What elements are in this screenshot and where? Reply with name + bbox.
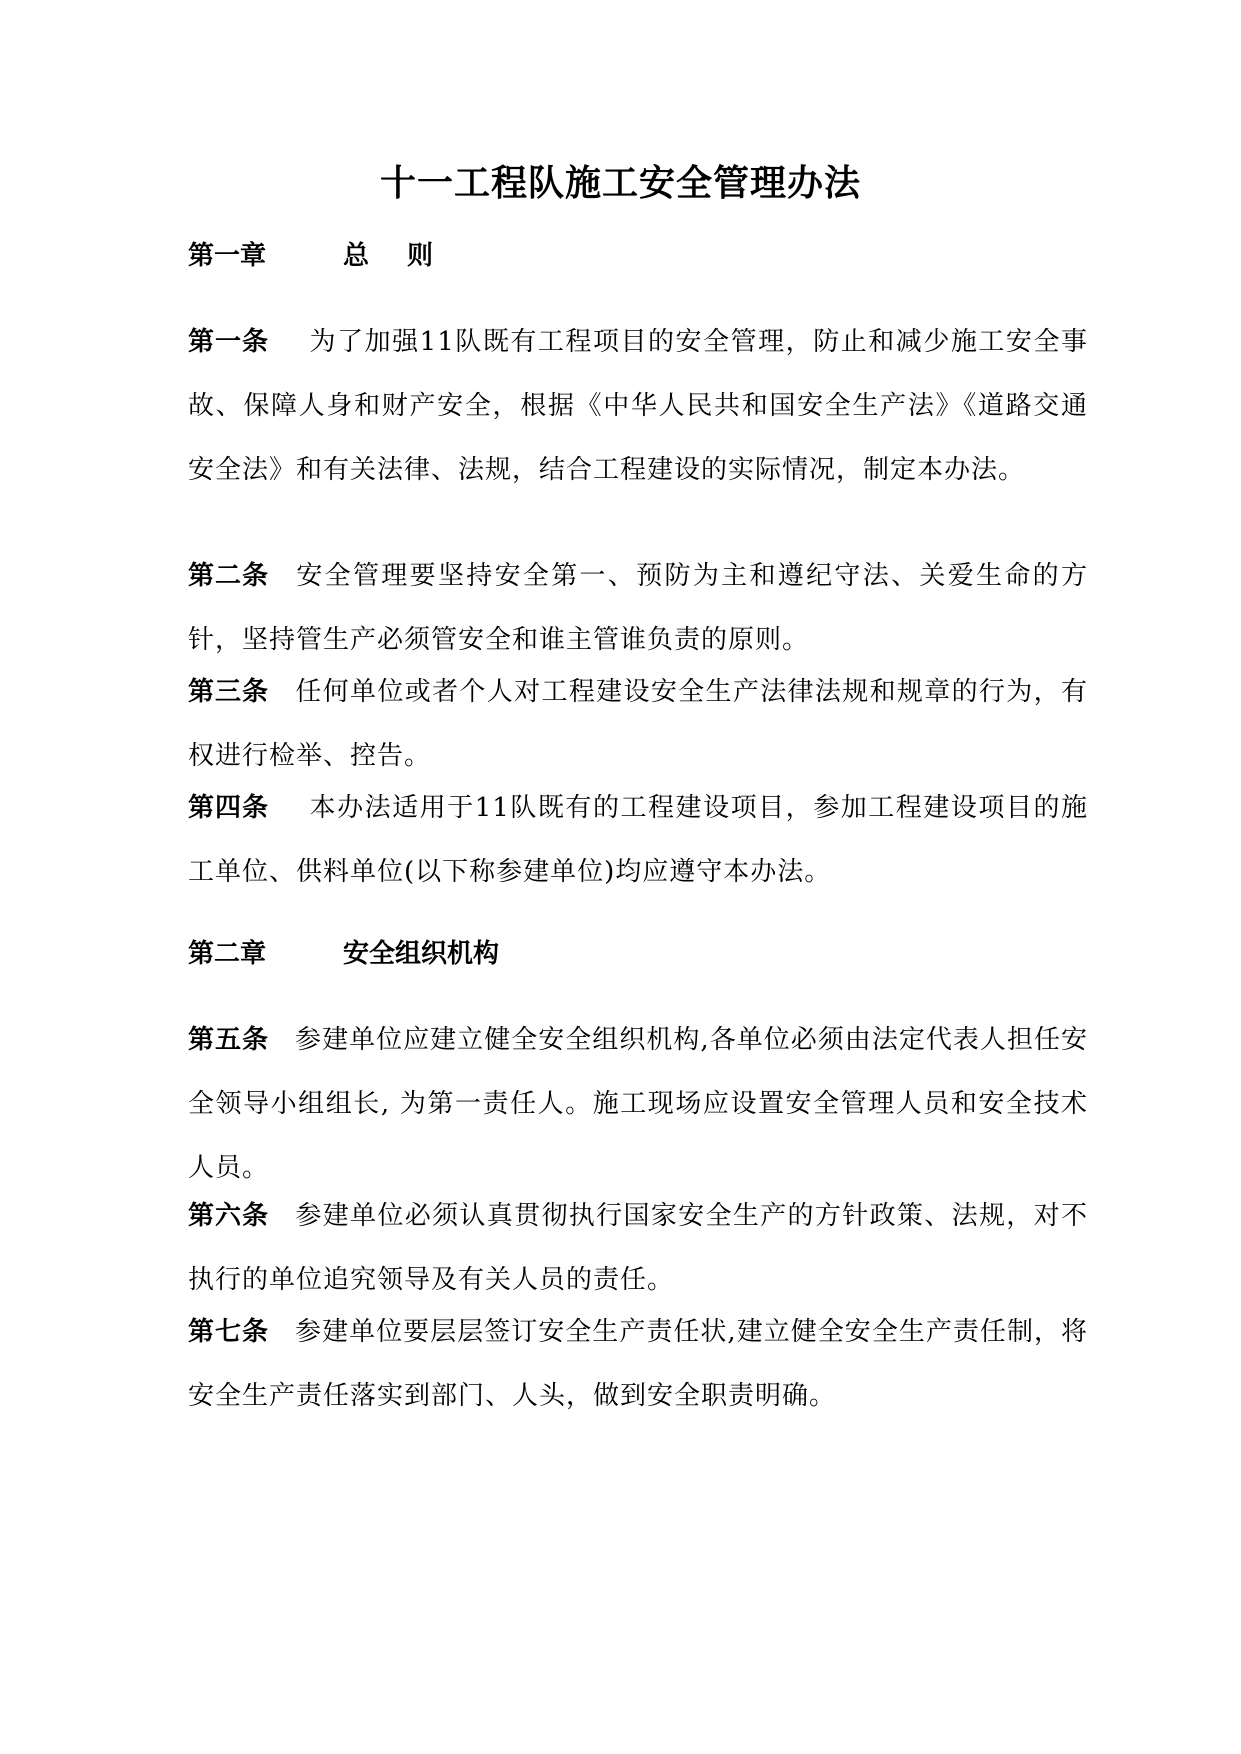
article-text: 为了加强11队既有工程项目的安全管理，防止和减少施工安全事故、保障人身和财产安全，根据《中华人民共和国安全生产法》《道路交通安全法》和有关法律、法规，结合工程建设的实际情况，制定本办法。 <box>188 327 1088 485</box>
article-text: 本办法适用于11队既有的工程建设项目，参加工程建设项目的施工单位、供料单位(以下称参建单位)均应遵守本办法。 <box>188 793 1088 887</box>
chapter-name: 总则 <box>343 241 472 271</box>
article-label: 第七条 <box>188 1317 270 1347</box>
article-2 <box>188 544 1088 672</box>
article-text: 参建单位必须认真贯彻执行国家安全生产的方针政策、法规，对不执行的单位追究领导及有关人员的责任。 <box>188 1201 1088 1295</box>
article-label: 第六条 <box>188 1201 270 1231</box>
article-5 <box>188 1008 1088 1200</box>
chapter-name: 安全组织机构 <box>343 939 500 969</box>
article-label: 第五条 <box>188 1025 270 1055</box>
article-label: 第一条 <box>188 327 270 357</box>
document-title: 十一工程队施工安全管理办法 <box>379 163 861 204</box>
chapter-number: 第二章 <box>188 939 267 969</box>
article-label: 第二条 <box>188 561 270 591</box>
article-7 <box>188 1300 1088 1428</box>
article-text: 参建单位应建立健全安全组织机构,各单位必须由法定代表人担任安全领导小组组长, 为第一责任人。施工现场应设置安全管理人员和安全技术人员。 <box>188 1025 1088 1183</box>
chapter-heading-1 <box>188 236 471 276</box>
article-text: 任何单位或者个人对工程建设安全生产法律法规和规章的行为，有权进行检举、控告。 <box>188 677 1088 771</box>
chapter-number: 第一章 <box>188 241 267 271</box>
article-4 <box>188 776 1088 904</box>
article-1 <box>188 310 1088 502</box>
article-label: 第四条 <box>188 793 270 823</box>
article-text: 参建单位要层层签订安全生产责任状,建立健全安全生产责任制，将安全生产责任落实到部门、人头，做到安全职责明确。 <box>188 1317 1088 1411</box>
chapter-heading-2 <box>188 934 499 974</box>
article-3 <box>188 660 1088 788</box>
article-label: 第三条 <box>188 677 270 707</box>
article-6 <box>188 1184 1088 1312</box>
article-text: 安全管理要坚持安全第一、预防为主和遵纪守法、关爱生命的方针，坚持管生产必须管安全和谁主管谁负责的原则。 <box>188 561 1088 655</box>
